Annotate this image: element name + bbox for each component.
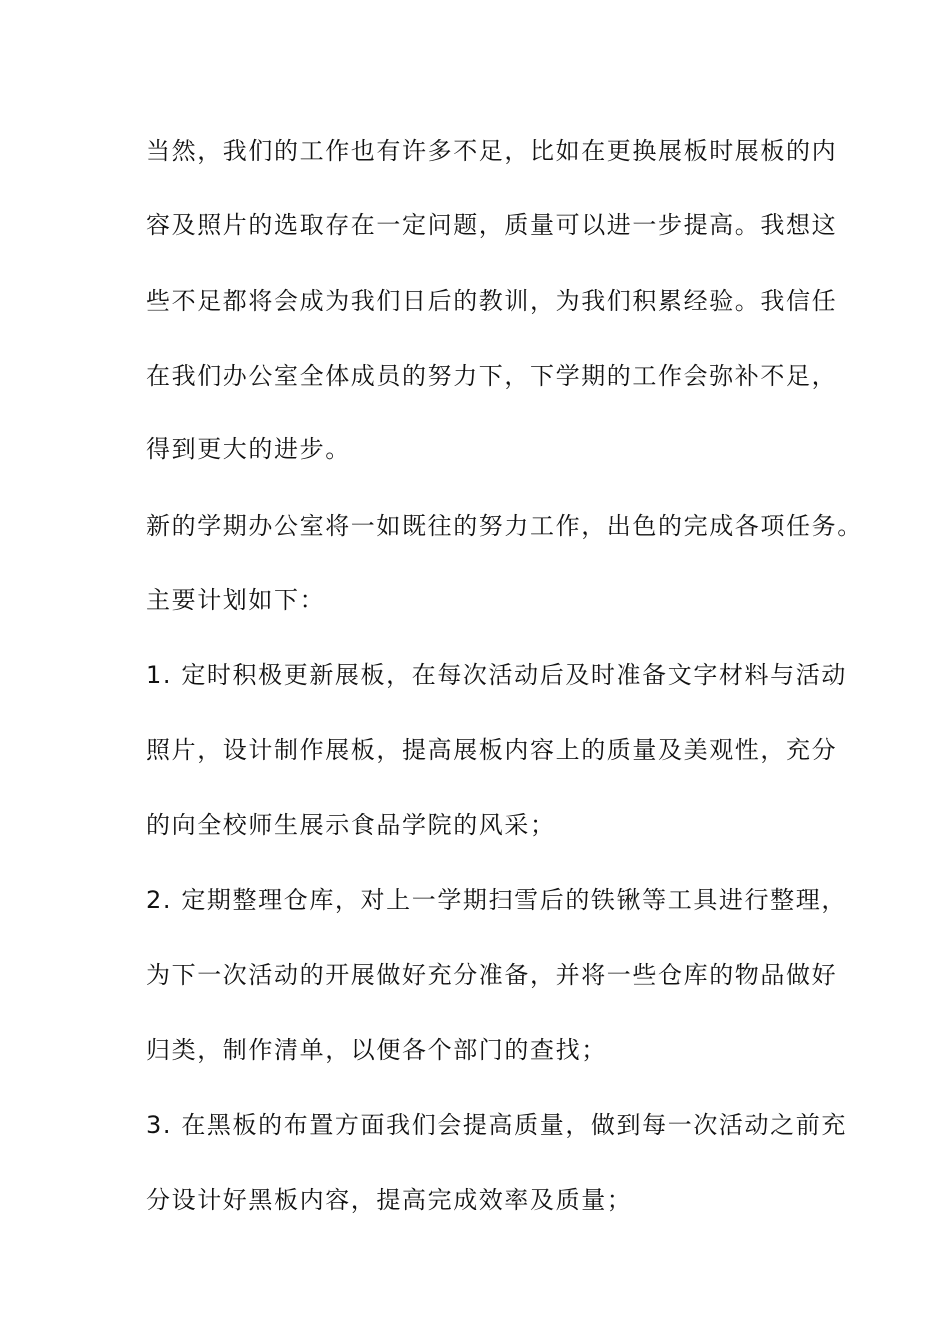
paragraph-line: 在我们办公室全体成员的努力下，下学期的工作会弥补不足， bbox=[146, 362, 838, 390]
list-item-line: 2. 定期整理仓库，对上一学期扫雪后的铁锹等工具进行整理， bbox=[146, 886, 847, 914]
paragraph-line: 新的学期办公室将一如既往的努力工作，出色的完成各项任务。 bbox=[146, 512, 863, 540]
list-item-line: 归类，制作清单，以便各个部门的查找； bbox=[146, 1036, 607, 1064]
list-item-line: 分设计好黑板内容，提高完成效率及质量； bbox=[146, 1186, 633, 1214]
list-item-line: 的向全校师生展示食品学院的风采； bbox=[146, 811, 556, 839]
paragraph-line: 得到更大的进步。 bbox=[146, 435, 351, 463]
list-item-line: 为下一次活动的开展做好充分准备，并将一些仓库的物品做好 bbox=[146, 961, 838, 989]
paragraph-line: 容及照片的选取存在一定问题，质量可以进一步提高。我想这 bbox=[146, 211, 838, 239]
paragraph-line: 主要计划如下： bbox=[146, 586, 326, 614]
paragraph-line: 当然，我们的工作也有许多不足，比如在更换展板时展板的内 bbox=[146, 137, 838, 165]
list-item-line: 1. 定时积极更新展板，在每次活动后及时准备文字材料与活动 bbox=[146, 661, 847, 689]
list-item-line: 3. 在黑板的布置方面我们会提高质量，做到每一次活动之前充 bbox=[146, 1111, 847, 1139]
list-item-line: 照片，设计制作展板，提高展板内容上的质量及美观性，充分 bbox=[146, 736, 838, 764]
paragraph-line: 些不足都将会成为我们日后的教训，为我们积累经验。我信任 bbox=[146, 287, 838, 315]
